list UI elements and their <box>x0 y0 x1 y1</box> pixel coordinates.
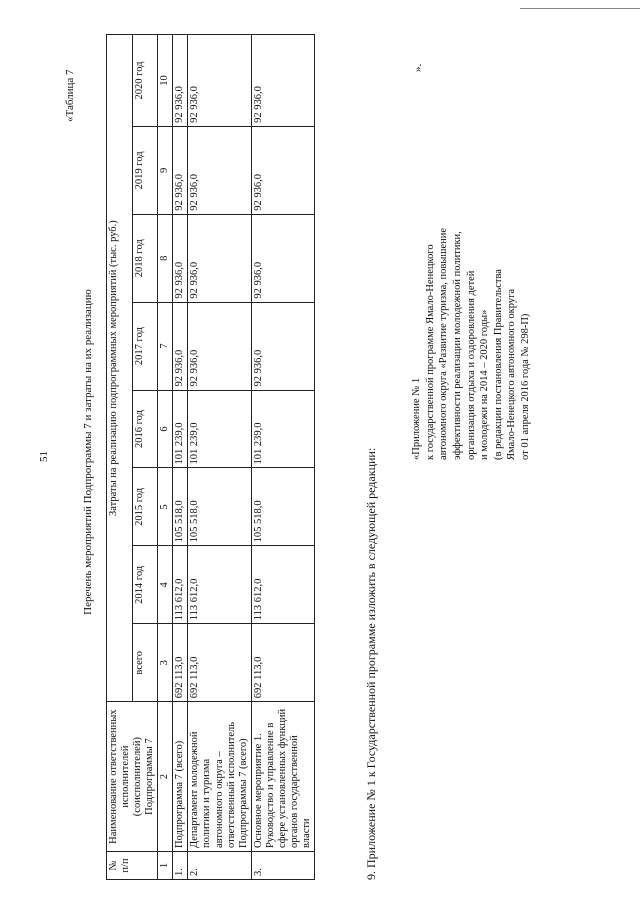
row-name: Основное мероприятие 1. Руководство и управление в сфере установленных функций органов государственной власти <box>251 702 314 852</box>
row-value: 92 936,0 <box>188 126 251 214</box>
index-cell: 8 <box>158 214 173 302</box>
row-name: Департамент молодежной политики и туризма автономного округа – ответственный исполнитель Подпрограммы 7 (всего) <box>188 702 251 852</box>
row-value: 92 936,0 <box>173 214 188 302</box>
costs-table <box>106 34 315 880</box>
item-9-text: 9. Приложение № 1 к Государственной программе изложить в следующей редакции: <box>364 447 378 880</box>
appendix-line: эффективности реализации молодежной политики, <box>451 231 463 460</box>
appendix-line: от 01 апреля 2016 года № 298-П) <box>520 313 532 460</box>
table-label: «Таблица 7 <box>64 69 76 122</box>
index-row <box>158 35 173 880</box>
closing-quote: ». <box>412 63 424 72</box>
header-year: 2018 год <box>132 214 158 302</box>
header-year: 2016 год <box>132 390 158 468</box>
index-cell: 9 <box>158 126 173 214</box>
appendix-line: Ямало-Ненецкого автономного округа <box>506 288 518 460</box>
index-cell: 3 <box>158 624 173 702</box>
index-cell: 2 <box>158 702 173 852</box>
row-value: 692 113,0 <box>251 624 314 702</box>
table-row <box>188 35 251 880</box>
row-value: 105 518,0 <box>173 468 188 546</box>
index-cell: 1 <box>158 852 173 880</box>
table-row <box>173 35 188 880</box>
header-year: 2014 год <box>132 546 158 624</box>
page-number: 51 <box>38 451 50 462</box>
row-num: 1. <box>173 852 188 880</box>
row-value: 692 113,0 <box>188 624 251 702</box>
appendix-block <box>410 130 533 460</box>
row-value: 113 612,0 <box>173 546 188 624</box>
row-value: 92 936,0 <box>251 126 314 214</box>
table-row <box>251 35 314 880</box>
index-cell: 6 <box>158 390 173 468</box>
row-value: 692 113,0 <box>173 624 188 702</box>
appendix-line: к государственной программе Ямало-Ненецкого <box>424 244 436 460</box>
row-value: 105 518,0 <box>251 468 314 546</box>
row-num: 2. <box>188 852 251 880</box>
appendix-line: организация отдыха и оздоровления детей <box>465 270 477 460</box>
row-value: 101 239,0 <box>188 390 251 468</box>
index-cell: 10 <box>158 35 173 127</box>
row-value: 92 936,0 <box>251 302 314 390</box>
header-year: 2015 год <box>132 468 158 546</box>
row-value: 92 936,0 <box>173 126 188 214</box>
header-name: Наименование ответственных исполнителей (соисполнителей) Подпрограммы 7 <box>107 702 158 852</box>
header-year: 2019 год <box>132 126 158 214</box>
appendix-line: автономного округа «Развитие туризма, повышение <box>438 227 450 460</box>
row-value: 101 239,0 <box>173 390 188 468</box>
header-year: 2017 год <box>132 302 158 390</box>
row-value: 113 612,0 <box>251 546 314 624</box>
row-value: 92 936,0 <box>188 302 251 390</box>
top-rule <box>520 8 640 9</box>
row-value: 92 936,0 <box>173 35 188 127</box>
row-value: 92 936,0 <box>188 214 251 302</box>
row-value: 105 518,0 <box>188 468 251 546</box>
row-value: 113 612,0 <box>188 546 251 624</box>
table-caption: Перечень мероприятий Подпрограммы 7 и затраты на их реализацию <box>82 289 94 615</box>
row-value: 92 936,0 <box>173 302 188 390</box>
appendix-line: (в редакции постановления Правительства <box>492 269 504 460</box>
index-cell: 7 <box>158 302 173 390</box>
appendix-line: и молодежи на 2014 – 2020 годы» <box>479 309 491 460</box>
header-group: Затраты на реализацию подпрограммных мероприятий (тыс. руб.) <box>107 35 133 702</box>
appendix-title: «Приложение № 1 <box>411 377 422 460</box>
row-value: 101 239,0 <box>251 390 314 468</box>
index-cell: 4 <box>158 546 173 624</box>
index-cell: 5 <box>158 468 173 546</box>
header-year: всего <box>132 624 158 702</box>
row-num: 3. <box>251 852 314 880</box>
row-name: Подпрограмма 7 (всего) <box>173 702 188 852</box>
header-num: № п/п <box>107 852 158 880</box>
row-value: 92 936,0 <box>251 35 314 127</box>
row-value: 92 936,0 <box>251 214 314 302</box>
rotated-page <box>20 12 620 892</box>
header-year: 2020 год <box>132 35 158 127</box>
row-value: 92 936,0 <box>188 35 251 127</box>
